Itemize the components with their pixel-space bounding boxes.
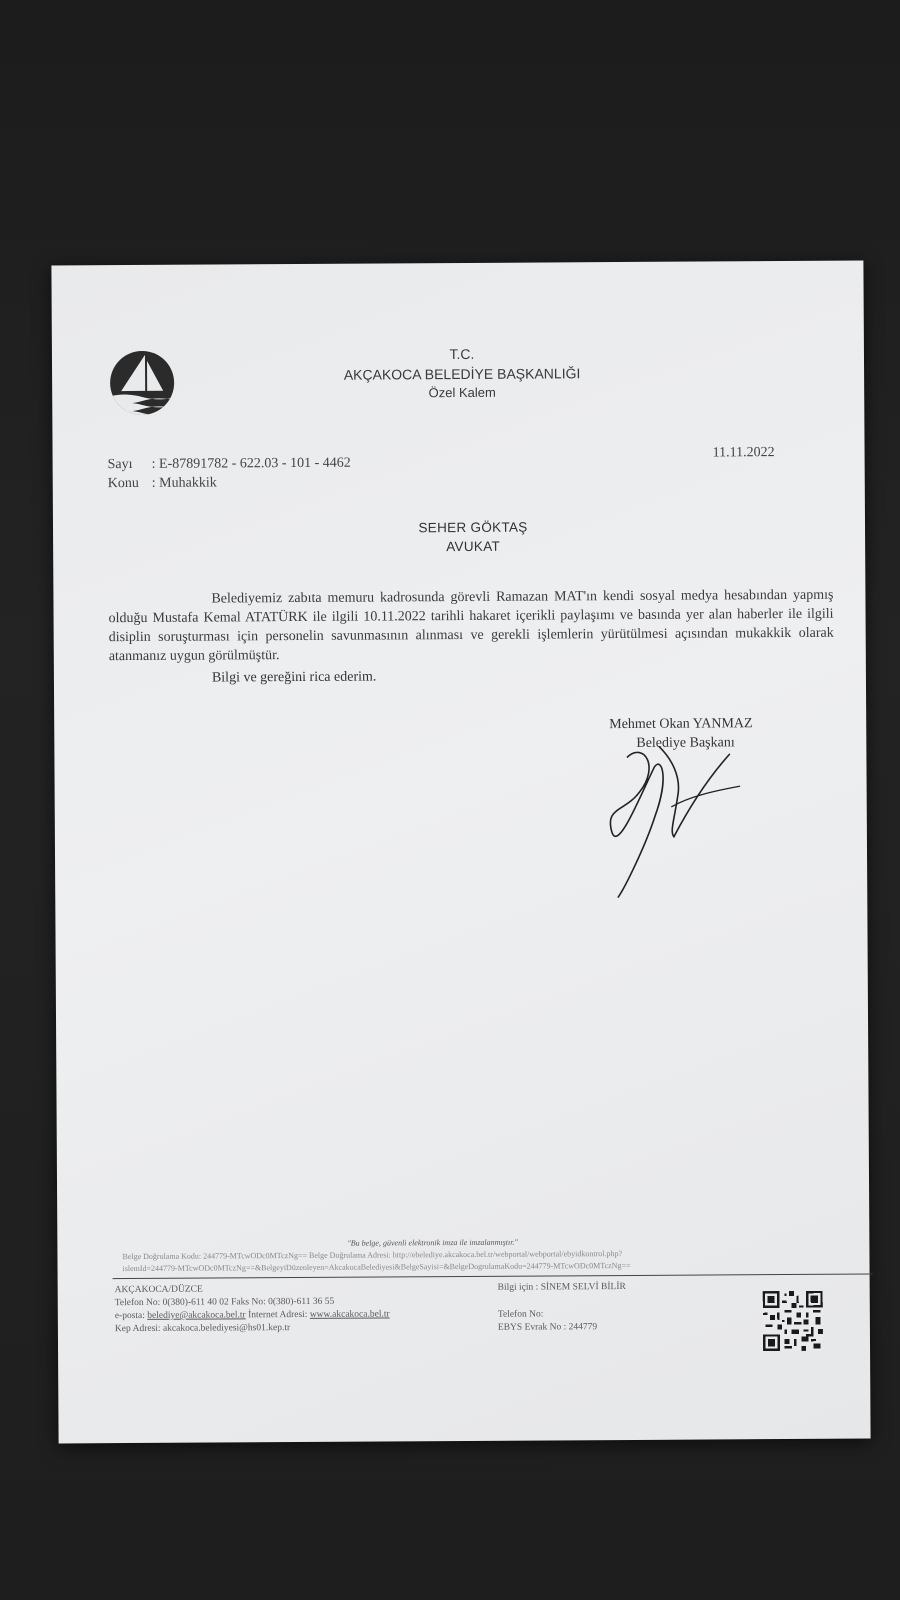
web-link[interactable]: www.akcakoca.bel.tr [309,1309,390,1320]
info-phone: Telefon No: [497,1309,544,1320]
sayi-row [108,456,351,473]
konu-row [108,475,217,492]
verification-line-2: islemId=244779-MTcwODc0MTczNg==&BelgeyiDüzenleyen=AkcakocaBelediyesi&BelgeSayisi=&BelgeDogrulamaKodu=244779-MTcwODc0MTczNg== [122,1260,631,1274]
body-paragraph: Belediyemiz zabıta memuru kadrosunda görevli Ramazan MAT'ın kendi sosyal medya hesabından yapmış olduğu Mustafa Kemal ATATÜRK ile ilgili 10.11.2022 tarihli hakaret içerikli paylaşımı ve basında yer alan haberler ile ilgili disiplin soruşturması için personelin savunmasının alınması ve gerekli işlemlerin yürütülmesi açısından mukakkik olarak atanmanız uygun görülmüştür. [108,587,834,665]
web-label: İnternet Adresi: [248,1309,308,1321]
municipality-logo [107,345,177,425]
footer-address: AKÇAKOCA/DÜZCE [114,1284,203,1296]
email-label: e-posta: [114,1310,145,1322]
footer-kep: Kep Adresi: akcakoca.belediyesi@hs01.kep.tr [114,1323,291,1335]
addressee-title: AVUKAT [446,538,501,555]
email-link[interactable]: belediye@akcakoca.bel.tr [147,1310,246,1321]
institution-name: AKÇAKOCA BELEDİYE BAŞKANLIĞI [343,365,581,383]
konu-label: Konu [107,475,139,492]
verification-line-1: Belge Doğrulama Kodu: 244779-MTcwODc0MTczNg== Belge Doğrulama Adresi: http://ebelediye.akcakoca.bel.tr/webportal/webportal/ebyidkontrol.php? [122,1249,623,1262]
footer-phone-fax: Telefon No: 0(380)-611 40 02 Faks No: 0(380)-611 36 55 [114,1296,335,1309]
signatory-name: Mehmet Okan YANMAZ [609,716,753,733]
header-tc: T.C. [449,345,475,363]
esign-note: "Bu belge, güvenli elektronik imza ile imzalanmıştır." [347,1237,518,1248]
handwritten-signature [599,736,760,907]
info-contact-person: Bilgi için : SİNEM SELVİ BİLİR [497,1282,626,1293]
footer-contact [115,1282,515,1336]
signatory-title: Belediye Başkanı [636,735,735,751]
department-name: Özel Kalem [428,384,496,401]
ebys-number: EBYS Evrak No : 244779 [497,1322,598,1333]
konu-value: : Muhakkik [151,475,217,491]
addressee-name: SEHER GÖKTAŞ [418,519,528,536]
footer-divider [113,1273,873,1279]
document-date: 11.11.2022 [712,445,775,461]
qr-code-icon [763,1291,823,1351]
closing-line: Bilgi ve gereğini rica ederim. [211,669,377,686]
letter-page [51,261,870,1444]
sayi-label: Sayı [107,456,133,473]
sayi-value: : E-87891782 - 622.03 - 101 - 4462 [151,455,351,472]
footer-info [498,1280,738,1334]
